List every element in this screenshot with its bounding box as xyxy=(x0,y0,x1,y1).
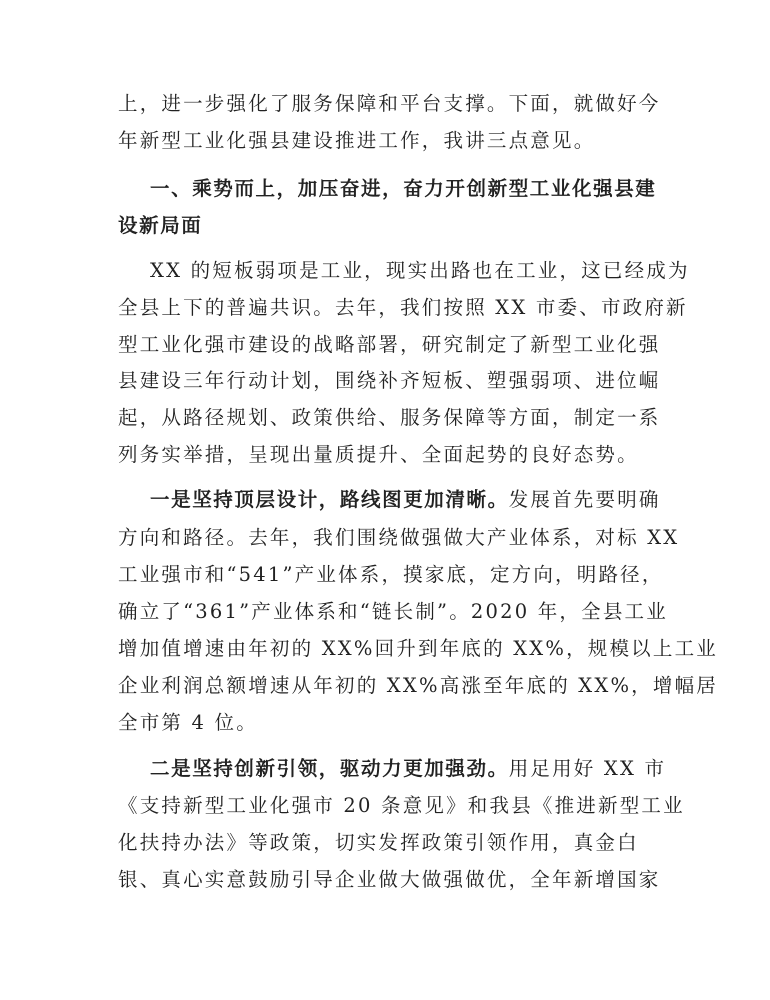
body-line: 增加值增速由年初的 XX%回升到年底的 XX%，规模以上工业 xyxy=(118,637,718,660)
section-heading: 一、乘势而上，加压奋进，奋力开创新型工业化强县建 xyxy=(150,177,657,200)
body-text: 用足用好 XX 市 xyxy=(508,757,667,780)
body-line: 全市第 4 位。 xyxy=(118,711,258,734)
body-line: 银、真心实意鼓励引导企业做大做强做优，全年新增国家 xyxy=(118,868,661,891)
body-line: 上，进一步强化了服务保障和平台支撑。下面，就做好今 xyxy=(118,92,661,115)
body-line: 工业强市和“541”产业体系，摸家底，定方向，明路径， xyxy=(118,563,664,586)
body-line: 确立了“361”产业体系和“链长制”。2020 年，全县工业 xyxy=(118,600,668,623)
body-line: 县建设三年行动计划，围绕补齐短板、塑强弱项、进位崛 xyxy=(118,369,661,392)
body-line: 列务实举措，呈现出量质提升、全面起势的良好态势。 xyxy=(118,443,639,466)
body-line: 方向和路径。去年，我们围绕做强做大产业体系，对标 XX xyxy=(118,526,680,549)
body-line: XX 的短板弱项是工业，现实出路也在工业，这已经成为 xyxy=(150,259,690,282)
subheading-lead: 二是坚持创新引领，驱动力更加强劲。 xyxy=(150,757,509,780)
body-line: 企业利润总额增速从年初的 XX%高涨至年底的 XX%，增幅居 xyxy=(118,674,718,697)
body-line: 化扶持办法》等政策，切实发挥政策引领作用，真金白 xyxy=(118,831,639,854)
body-text: 发展首先要明确 xyxy=(508,488,661,511)
body-line: 起，从路径规划、政策供给、服务保障等方面，制定一系 xyxy=(118,406,661,429)
paragraph-start xyxy=(150,755,666,783)
body-line: 型工业化强市建设的战略部署，研究制定了新型工业化强 xyxy=(118,333,661,356)
body-line: 《支持新型工业化强市 20 条意见》和我县《推进新型工业 xyxy=(118,794,685,817)
body-line: 全县上下的普遍共识。去年，我们按照 XX 市委、市政府新 xyxy=(118,296,688,319)
section-heading-cont: 设新局面 xyxy=(118,214,203,237)
subheading-lead: 一是坚持顶层设计，路线图更加清晰。 xyxy=(150,488,509,511)
body-line: 年新型工业化强县建设推进工作，我讲三点意见。 xyxy=(118,129,596,152)
paragraph-start xyxy=(150,486,661,514)
